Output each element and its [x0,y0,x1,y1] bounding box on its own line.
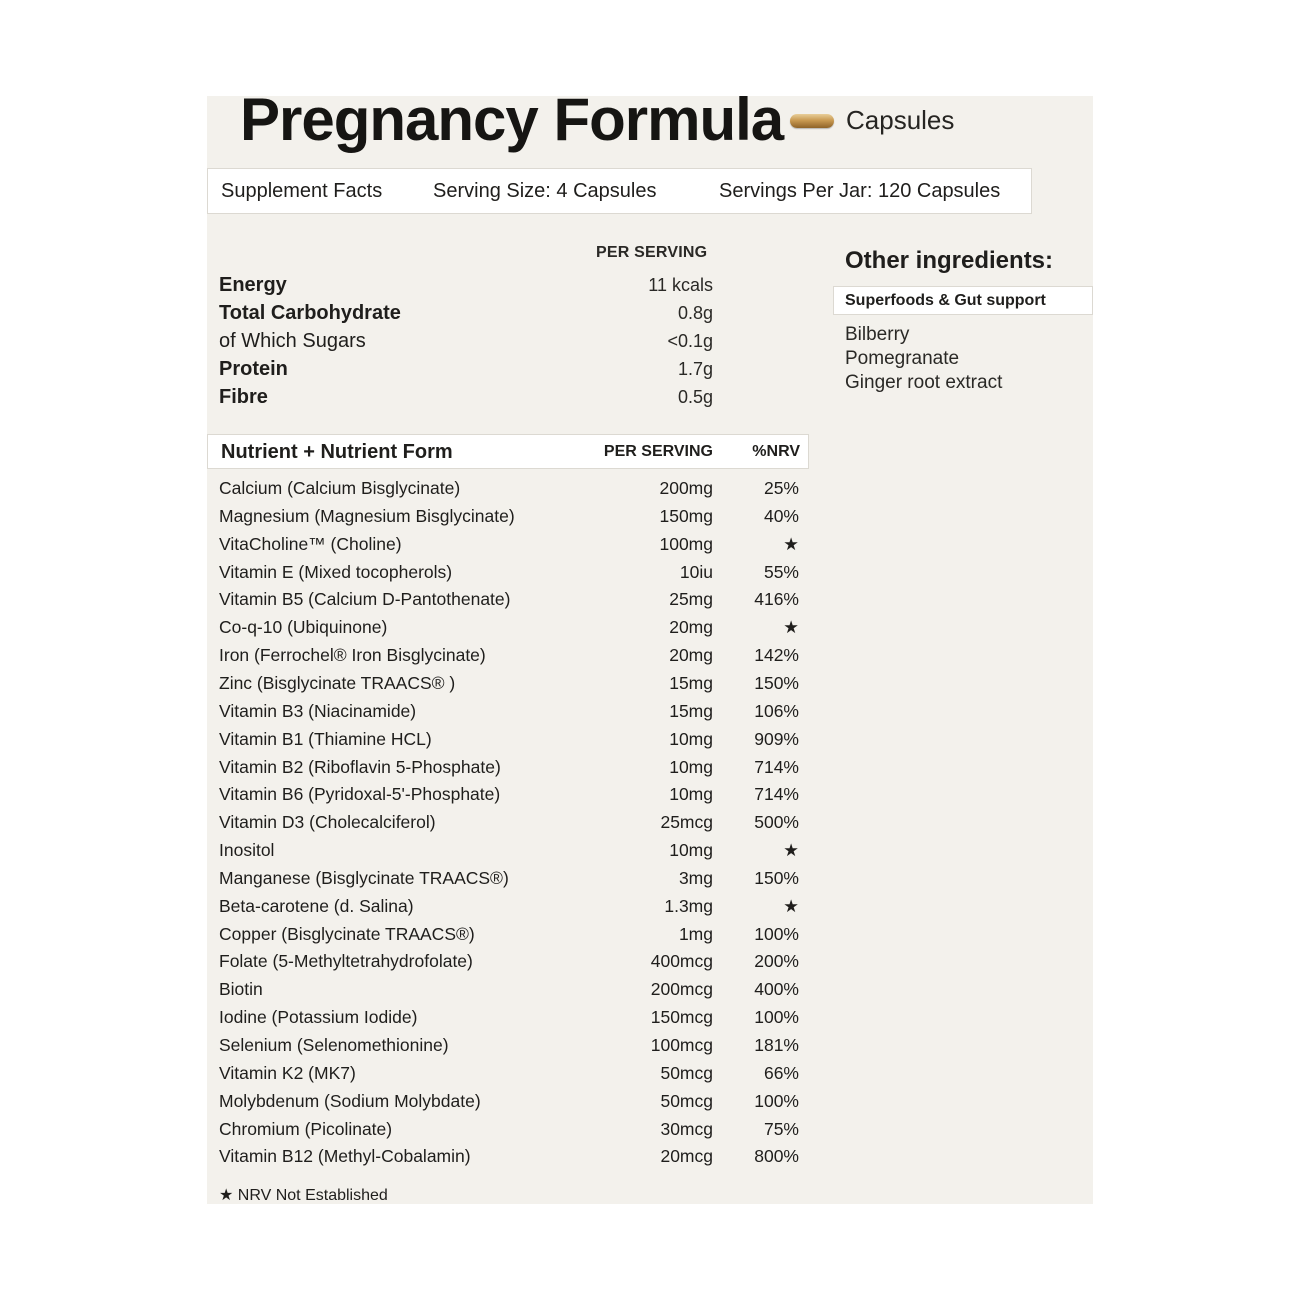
nutrient-amount: 50mcg [660,1090,713,1111]
nutrient-nrv: 500% [754,812,799,833]
nutrient-row [219,808,799,836]
nutrient-row [219,836,799,864]
nutrient-amount: 10mg [669,784,713,805]
nutrient-name: Vitamin D3 (Cholecalciferol) [219,812,436,833]
nutrient-nrv: 800% [754,1146,799,1167]
energy-column-header: PER SERVING [596,244,708,261]
serving-size: Serving Size: 4 Capsules [433,180,657,202]
format-label: Capsules [846,105,955,135]
energy-row-value: <0.1g [667,331,713,351]
nutrient-name: VitaCholine™ (Choline) [219,533,402,554]
other-ingredients-title: Other ingredients: [845,247,1054,274]
nutrient-nrv: 106% [754,700,799,721]
capsule-icon [790,114,834,128]
nutrient-name: Vitamin B5 (Calcium D-Pantothenate) [219,589,511,610]
nutrient-name: Vitamin B12 (Methyl-Cobalamin) [219,1146,471,1167]
nutrient-nrv: 25% [763,478,799,498]
nutrient-row [219,669,799,697]
nutrient-row [219,975,799,1003]
nutrient-row [219,1142,799,1170]
energy-row-label: Fibre [219,386,268,408]
nutrient-row [219,502,799,530]
nutrient-row [219,558,799,586]
nutrient-row [219,613,799,641]
nutrient-name: Calcium (Calcium Bisglycinate) [219,478,461,498]
energy-row-label: Protein [219,358,288,380]
nutrient-row [219,753,799,781]
nutrient-row [219,892,799,920]
nutrient-amount: 3mg [678,867,713,888]
nutrient-name: Vitamin K2 (MK7) [219,1062,356,1083]
energy-row-value: 0.5g [677,387,713,407]
nutrient-name: Zinc (Bisglycinate TRAACS® ) [219,672,456,693]
nutrient-nrv: 40% [763,505,799,526]
nutrient-row [219,1031,799,1059]
nutrient-amount: 150mcg [650,1007,713,1028]
energy-row [219,355,713,383]
nutrient-header-name: Nutrient + Nutrient Form [221,441,453,463]
nrv-star-icon: ★ [783,840,799,861]
nutrient-amount: 50mcg [660,1062,713,1083]
energy-row [219,327,713,355]
nutrient-nrv: 100% [754,1090,799,1111]
nutrient-name: Magnesium (Magnesium Bisglycinate) [219,505,515,526]
servings-per-jar: Servings Per Jar: 120 Capsules [719,180,1001,202]
nutrient-name: Copper (Bisglycinate TRAACS®) [219,923,475,944]
nutrient-amount: 10mg [669,756,713,777]
nutrient-amount: 10mg [669,840,713,861]
nutrient-row [219,1087,799,1115]
nutrient-amount: 150mg [659,505,713,526]
nutrient-amount: 400mcg [650,951,713,972]
energy-row [219,383,713,411]
supplement-facts-label: Supplement Facts [221,180,383,202]
nutrient-amount: 25mcg [660,812,713,833]
nutrient-amount: 1.3mg [664,895,713,916]
nutrient-name: Molybdenum (Sodium Molybdate) [219,1090,481,1111]
nutrient-nrv: 909% [754,728,799,749]
nutrient-header-nrv: %NRV [752,443,800,460]
nutrient-amount: 10iu [679,561,713,582]
nrv-star-icon: ★ [783,617,799,638]
energy-row-label: Total Carbohydrate [219,302,401,324]
nutrient-nrv: 200% [754,951,799,972]
nutrient-row [219,697,799,725]
energy-row-value: 0.8g [677,303,713,323]
nutrient-header-amount: PER SERVING [603,443,713,460]
nrv-star-icon: ★ [783,533,799,554]
nutrient-amount: 25mg [669,589,713,610]
nutrient-name: Inositol [219,840,275,861]
nutrient-amount: 100mcg [650,1035,713,1055]
nutrient-amount: 20mg [669,617,713,638]
nrv-star-icon: ★ [783,895,799,916]
nutrient-nrv: 100% [754,923,799,944]
nutrient-row [219,1003,799,1031]
nutrient-row [219,530,799,558]
nutrient-name: Manganese (Bisglycinate TRAACS®) [219,867,509,888]
nutrient-name: Iron (Ferrochel® Iron Bisglycinate) [219,645,486,666]
nutrient-row [219,585,799,613]
nutrient-name: Vitamin B6 (Pyridoxal-5'-Phosphate) [219,784,501,805]
nutrient-amount: 15mg [669,672,713,693]
nutrient-row [219,474,799,502]
nutrient-nrv: 714% [754,756,799,777]
nutrient-nrv: 714% [754,784,799,805]
nutrient-name: Iodine (Potassium Iodide) [219,1007,418,1028]
nutrient-name: Beta-carotene (d. Salina) [219,895,414,916]
nutrient-name: Selenium (Selenomethionine) [219,1035,449,1055]
supplement-facts-bar [207,168,1032,214]
nutrient-row [219,920,799,948]
energy-row [219,299,713,327]
nutrient-name: Biotin [219,979,263,1000]
nutrient-name: Chromium (Picolinate) [219,1118,393,1139]
nutrient-name: Vitamin B1 (Thiamine HCL) [219,728,432,749]
nutrient-amount: 15mg [669,700,713,721]
nutrient-amount: 200mg [659,478,713,498]
nutrient-row [219,864,799,892]
nutrient-nrv: 150% [754,867,799,888]
energy-row-value: 1.7g [677,359,713,379]
other-ingredient-item: Ginger root extract [845,372,1003,393]
nutrient-nrv: 142% [754,645,799,666]
nutrient-name: Folate (5-Methyltetrahydrofolate) [219,951,473,972]
nutrient-row [219,1059,799,1087]
other-ingredient-item: Pomegranate [845,348,960,369]
nutrient-amount: 1mg [678,923,713,944]
energy-row [219,271,713,299]
nutrient-nrv: 181% [754,1035,799,1055]
nutrient-name: Vitamin B2 (Riboflavin 5-Phosphate) [219,756,501,777]
energy-row-value: 11 kcals [648,275,713,295]
nutrient-row [219,1115,799,1143]
nutrient-amount: 30mcg [660,1118,713,1139]
nutrient-nrv: 55% [763,561,799,582]
nrv-footnote: ★ NRV Not Established [219,1187,388,1204]
nutrient-nrv: 75% [763,1118,799,1139]
nutrient-nrv: 416% [754,589,799,610]
nutrient-name: Co-q-10 (Ubiquinone) [219,617,388,638]
nutrient-row [219,947,799,975]
nutrient-row [219,725,799,753]
other-ingredient-item: Bilberry [845,324,910,345]
other-ingredients-subtitle: Superfoods & Gut support [845,292,1046,309]
nutrient-table-header [207,434,809,469]
product-title: Pregnancy Formula [240,86,784,153]
nutrient-name: Vitamin E (Mixed tocopherols) [219,561,453,582]
energy-row-label: of Which Sugars [219,330,366,352]
energy-row-label: Energy [219,274,287,296]
nutrient-nrv: 100% [754,1007,799,1028]
nutrient-amount: 200mcg [650,979,713,1000]
nutrient-amount: 20mg [669,645,713,666]
nutrient-nrv: 400% [754,979,799,1000]
nutrient-nrv: 66% [763,1062,799,1083]
nutrient-row [219,780,799,808]
other-ingredients-subheader [833,286,1093,315]
nutrient-amount: 10mg [669,728,713,749]
nutrient-amount: 20mcg [660,1146,713,1167]
nutrient-nrv: 150% [754,672,799,693]
nutrient-row [219,641,799,669]
nutrient-name: Vitamin B3 (Niacinamide) [219,700,417,721]
nutrient-amount: 100mg [659,533,713,554]
